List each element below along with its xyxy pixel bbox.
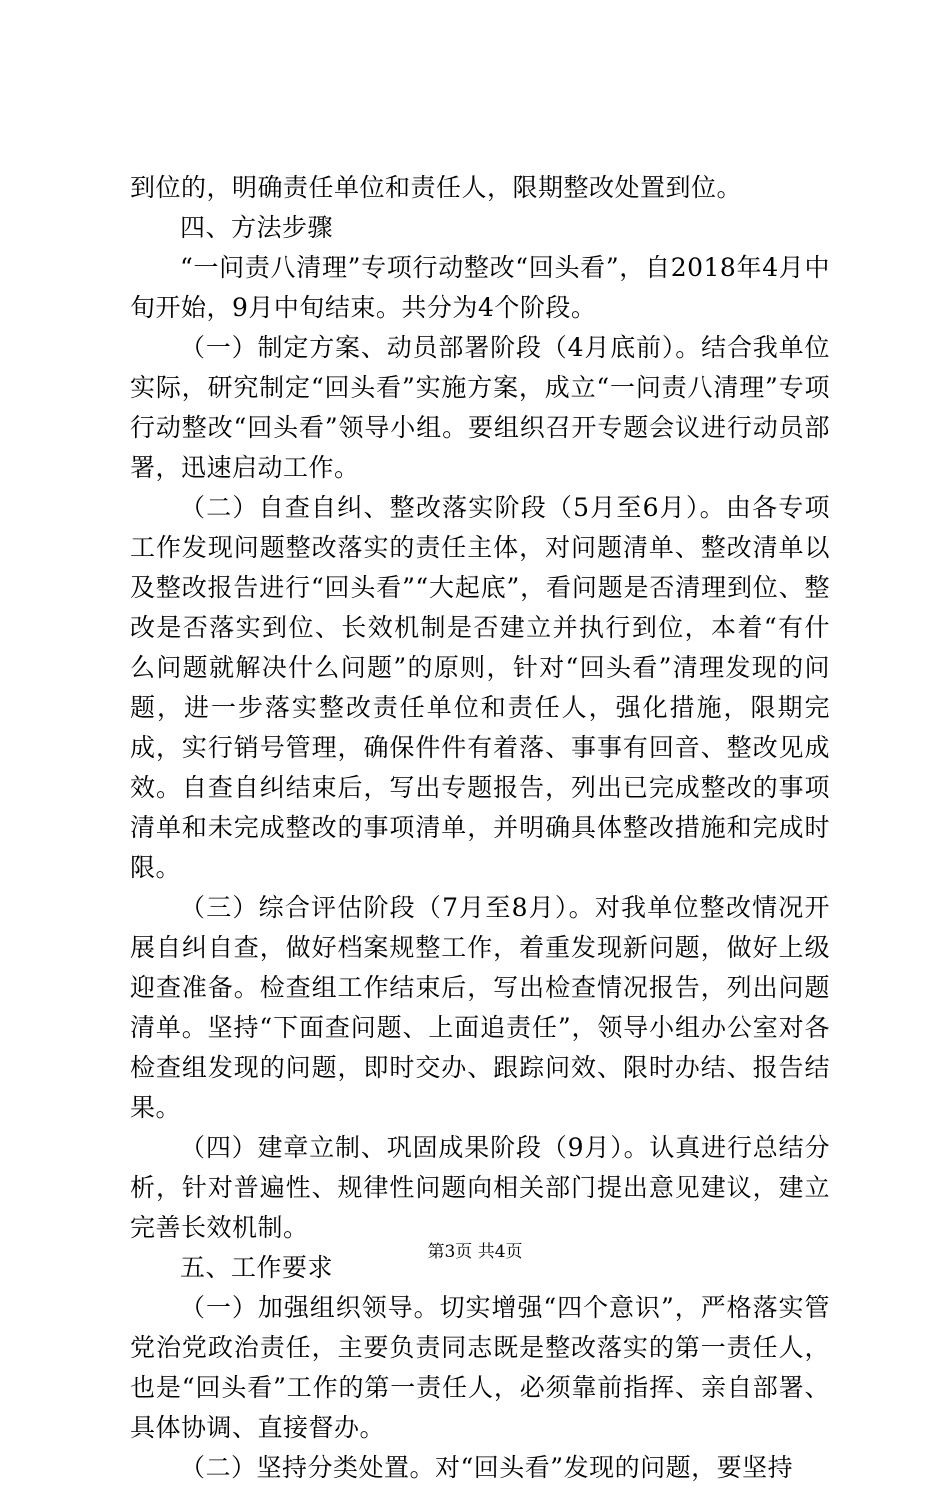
page-footer bbox=[0, 1241, 950, 1263]
paragraph-stage-4: （四）建章立制、巩固成果阶段（9月）。认真进行总结分析，针对普遍性、规律性问题向相关部门提出意见建议，建立完善长效机制。 bbox=[130, 1133, 830, 1242]
paragraph-requirement-2: （二）坚持分类处置。对“回头看”发现的问题，要坚持 bbox=[180, 1453, 794, 1482]
section-heading-requirements: 五、工作要求 bbox=[180, 1253, 334, 1282]
paragraph-stage-3: （三）综合评估阶段（7月至8月）。对我单位整改情况开展自纠自查，做好档案规整工作，着重发现新问题，做好上级迎查准备。检查组工作结束后，写出检查情况报告，列出问题清单。坚持“下面查问题、上面追责任”，领导小组办公室对各检查组发现的问题，即时交办、跟踪问效、限时办结、报告结果。 bbox=[130, 893, 830, 1122]
paragraph-continuation: 到位的，明确责任单位和责任人，限期整改处置到位。 bbox=[130, 173, 743, 202]
document-body bbox=[130, 168, 830, 1488]
section-heading-methods: 四、方法步骤 bbox=[180, 213, 334, 242]
paragraph-timeline: “一问责八清理”专项行动整改“回头看”，自2018年4月中旬开始，9月中旬结束。共分为4个阶段。 bbox=[130, 253, 830, 322]
paragraph-requirement-1: （一）加强组织领导。切实增强“四个意识”，严格落实管党治党政治责任，主要负责同志既是整改落实的第一责任人，也是“回头看”工作的第一责任人，必须靠前指挥、亲自部署、具体协调、直接督办。 bbox=[130, 1293, 830, 1442]
page-number: 第3页 共4页 bbox=[427, 1242, 523, 1262]
paragraph-stage-1: （一）制定方案、动员部署阶段（4月底前）。结合我单位实际，研究制定“回头看”实施方案，成立“一问责八清理”专项行动整改“回头看”领导小组。要组织召开专题会议进行动员部署，迅速启动工作。 bbox=[130, 333, 830, 482]
paragraph-stage-2: （二）自查自纠、整改落实阶段（5月至6月）。由各专项工作发现问题整改落实的责任主体，对问题清单、整改清单以及整改报告进行“回头看”“大起底”，看问题是否清理到位、整改是否落实到位、长效机制是否建立并执行到位，本着“有什么问题就解决什么问题”的原则，针对“回头看”清理发现的问题，进一步落实整改责任单位和责任人，强化措施，限期完成，实行销号管理，确保件件有着落、事事有回音、整改见成效。自查自纠结束后，写出专题报告，列出已完成整改的事项清单和未完成整改的事项清单，并明确具体整改措施和完成时限。 bbox=[130, 493, 830, 882]
